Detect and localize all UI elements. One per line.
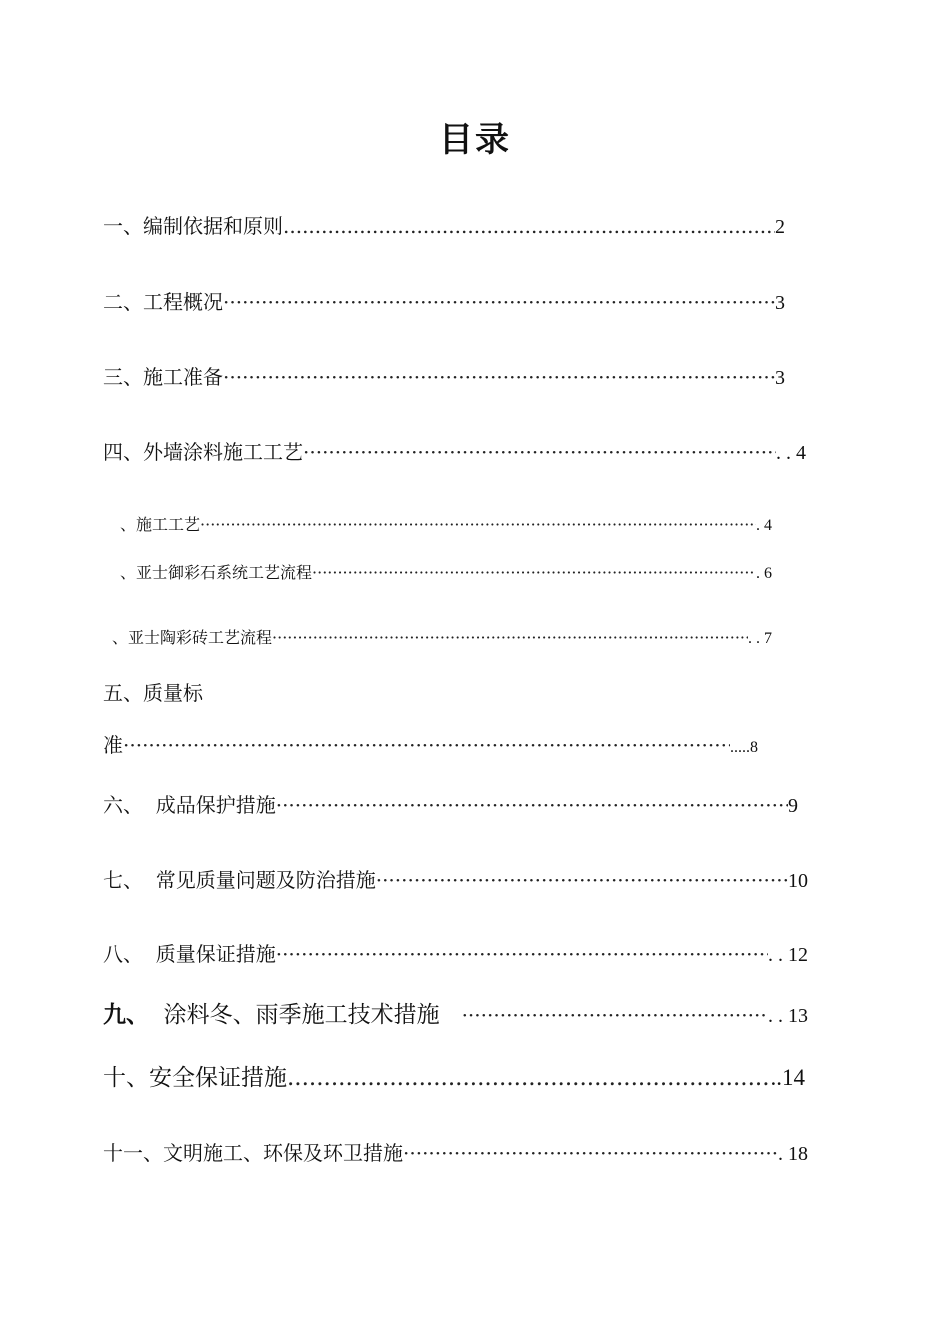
toc-entry[interactable]: [103, 210, 785, 239]
toc-entry-page: 10: [788, 870, 808, 892]
toc-entry[interactable]: [103, 789, 798, 818]
dot-leader: [272, 628, 748, 647]
toc-entry-label: 三、施工准备: [103, 365, 223, 389]
toc-entry[interactable]: [103, 938, 808, 967]
toc-entry[interactable]: [103, 729, 758, 758]
toc-entry-page: .....8: [730, 739, 758, 756]
toc-entry-page: . . 4: [776, 442, 806, 464]
dot-leader: [283, 214, 775, 238]
toc-entry-label-wrapped[interactable]: 五、质量标: [103, 681, 203, 705]
dot-leader: [123, 733, 730, 757]
toc-entry-label: 十一、文明施工、环保及环卫措施: [103, 1141, 403, 1165]
toc-entry-page: ..14: [770, 1065, 805, 1090]
dot-leader: [403, 1141, 778, 1165]
toc-entry[interactable]: [103, 361, 785, 390]
toc-entry-label: 、亚士御彩石系统工艺流程: [120, 563, 313, 582]
toc-entry[interactable]: [103, 286, 785, 315]
toc-entry-page: 3: [775, 367, 785, 389]
toc-entry-page: 9: [788, 795, 798, 817]
toc-entry-label: 七、 常见质量问题及防治措施: [103, 868, 376, 892]
toc-entry-page: . . 13: [768, 1005, 808, 1027]
dot-leader: [276, 942, 768, 966]
toc-entry-label: 六、 成品保护措施: [103, 793, 276, 817]
toc-entry-page: . 4: [756, 517, 772, 534]
toc-entry-page: . . 7: [748, 630, 772, 647]
toc-entry-page: 3: [775, 292, 785, 314]
toc-entry-label: 二、工程概况: [103, 290, 223, 314]
toc-entry-page: . 6: [756, 565, 772, 582]
toc-entry-label: 、施工工艺: [120, 515, 201, 534]
toc-entry-number: 九、: [103, 1002, 149, 1028]
toc-entry-label: 、亚士陶彩砖工艺流程: [112, 628, 273, 647]
toc-entry[interactable]: [103, 1137, 808, 1166]
dot-leader: [462, 1003, 768, 1027]
toc-subentry[interactable]: [112, 625, 772, 648]
toc-entry[interactable]: [103, 1059, 805, 1092]
toc-entry-label: 准: [103, 733, 123, 757]
toc-entry[interactable]: [103, 996, 808, 1029]
toc-entry-label: 十、安全保证措施: [103, 1065, 287, 1091]
toc-entry[interactable]: [103, 864, 808, 893]
toc-title: 目录: [439, 120, 511, 160]
dot-leader: [200, 515, 756, 534]
dot-leader: [376, 868, 788, 892]
toc-entry-label: 一、编制依据和原则: [103, 214, 283, 238]
dot-leader: [287, 1065, 771, 1091]
dot-leader: [223, 365, 775, 389]
toc-subentry[interactable]: [120, 512, 772, 535]
dot-leader: [312, 563, 756, 582]
dot-leader: [303, 440, 776, 464]
toc-entry-label: 八、 质量保证措施: [103, 942, 276, 966]
toc-entry-page: 2: [775, 216, 785, 238]
toc-subentry[interactable]: [120, 560, 772, 583]
toc-entry-label: 四、外墙涂料施工工艺: [103, 440, 303, 464]
toc-entry[interactable]: [103, 436, 806, 465]
dot-leader: [276, 793, 788, 817]
toc-entry-label: 涂料冬、雨季施工技术措施: [149, 1002, 462, 1028]
dot-leader: [223, 290, 775, 314]
toc-entry-page: . . 12: [768, 944, 808, 966]
toc-entry-page: . 18: [778, 1143, 808, 1165]
